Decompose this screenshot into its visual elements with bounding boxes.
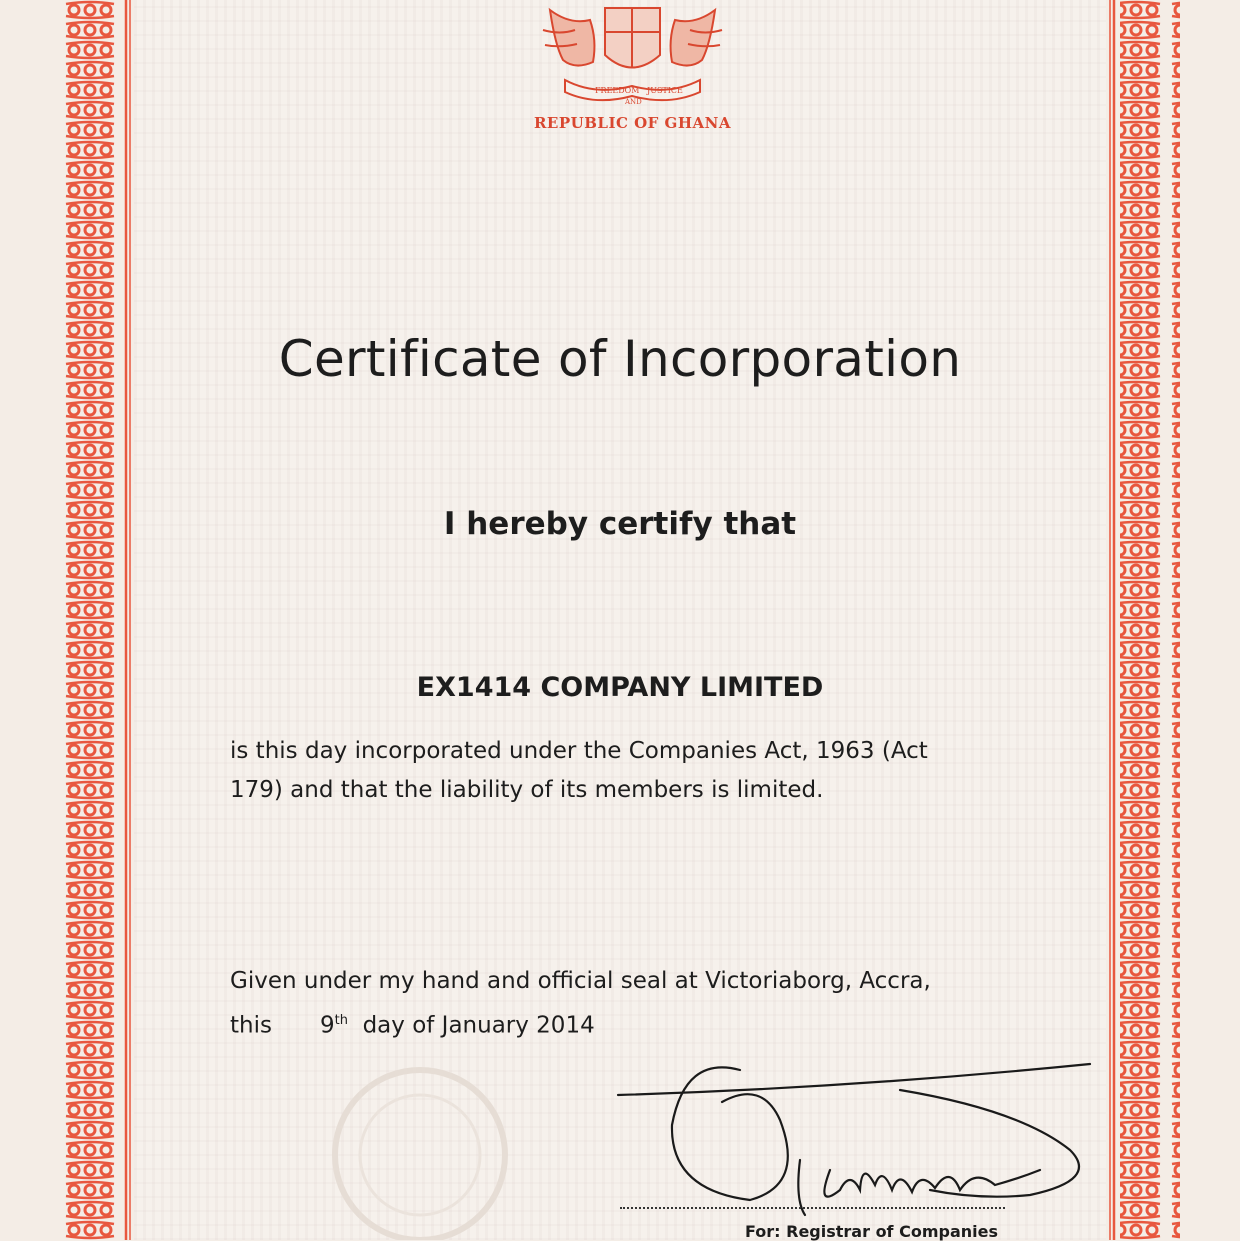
- certificate-title: Certificate of Incorporation: [278, 330, 962, 388]
- certify-line: I hereby certify that: [443, 506, 797, 542]
- given-date-rest: day of January 2014: [362, 1012, 595, 1039]
- given-day: 9: [319, 1012, 335, 1039]
- given-day-suffix: th: [334, 1013, 348, 1028]
- right-decorative-border: [1106, 0, 1240, 1240]
- motto-freedom: FREEDOM: [595, 86, 640, 95]
- given-statement: [230, 962, 1020, 1046]
- motto-and: AND: [625, 98, 642, 106]
- given-line-1: Given under my hand and official seal at Victoriaborg, Accra,: [230, 968, 931, 994]
- motto-justice: JUSTICE: [647, 86, 683, 95]
- given-line-2: [230, 1001, 1020, 1046]
- ghana-coat-of-arms-icon: [535, 0, 730, 110]
- given-this: this: [230, 1012, 272, 1039]
- incorporation-line-2: 179) and that the liability of its members is limited.: [230, 777, 824, 803]
- incorporation-statement: [230, 732, 1010, 810]
- left-decorative-border: [0, 0, 134, 1240]
- embossed-seal-icon: [300, 1045, 540, 1240]
- company-name: EX1414 COMPANY LIMITED: [416, 672, 824, 703]
- incorporation-line-1: is this day incorporated under the Companies Act, 1963 (Act: [230, 738, 928, 764]
- registrar-label: For: Registrar of Companies: [745, 1222, 998, 1241]
- registrar-signature: [600, 1050, 1110, 1225]
- signature-dotted-line: [620, 1207, 1005, 1209]
- republic-of-ghana-label: REPUBLIC OF GHANA: [533, 114, 732, 132]
